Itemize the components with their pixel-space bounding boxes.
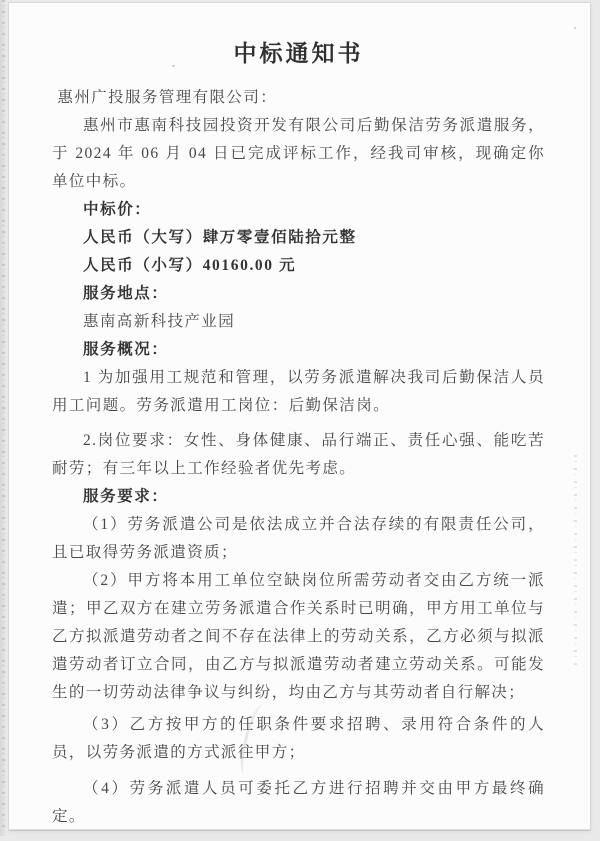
scan-left-edge [0, 0, 9, 836]
requirement-item-3: （3）乙方按甲方的任职条件要求招聘、录用符合条件的人员，以劳务派遣的方式派往甲方； [52, 716, 545, 761]
scan-speck [172, 65, 175, 67]
service-overview-label: 服务概况： [83, 341, 169, 358]
service-location-value: 惠南高新科技产业园 [83, 313, 236, 330]
document-title: 中标通知书 [233, 41, 364, 66]
scan-speck [574, 27, 576, 29]
overview-item-1: 1 为加强用工规范和管理，以劳务派遣解决我司后勤保洁人员用工问题。劳务派遣用工岗位：后勤保洁岗。 [52, 369, 545, 414]
requirement-item-4: （4）劳务派遣人员可委托乙方进行招聘并交由甲方最终确定。 [52, 780, 545, 825]
service-requirements-label: 服务要求： [83, 488, 169, 505]
requirement-item-1: （1）劳务派遣公司是依法成立并合法存续的有限责任公司，且已取得劳务派遣资质； [52, 516, 545, 561]
addressee-line: 惠州广投服务管理有限公司： [57, 89, 278, 106]
document-page [9, 3, 590, 830]
requirement-item-2: （2）甲方将本用工单位空缺岗位所需劳动者交由乙方统一派遣；甲乙双方在建立劳务派遣合作关系时已明确，甲方用工单位与乙方拟派遣劳动者之间不存在法律上的劳动关系，乙方必须与拟派遣劳动者订立合同，由乙方与拟派遣劳动者建立劳动关系。可能发生的一切劳动法律争议与纠纷，均由乙方与其劳动者自行解决； [52, 572, 545, 701]
price-in-words: 人民币（大写）肆万零壹佰陆拾元整 [83, 229, 357, 246]
intro-paragraph: 惠州市惠南科技园投资开发有限公司后勤保洁劳务派遣服务，于 2024 年 06 月 04 日已完成评标工作，经我司审核，现确定你单位中标。 [52, 117, 545, 190]
service-location-label: 服务地点： [83, 285, 169, 302]
document-content [9, 3, 590, 831]
price-in-figures: 人民币（小写）40160.00 元 [83, 257, 297, 274]
page-bottom-shadow [9, 829, 590, 831]
award-price-label: 中标价： [83, 201, 152, 218]
overview-item-2: 2.岗位要求：女性、身体健康、品行端正、责任心强、能吃苦耐劳；有三年以上工作经验者优先考虑。 [52, 432, 545, 477]
scan-right-edge-specks [574, 455, 577, 665]
